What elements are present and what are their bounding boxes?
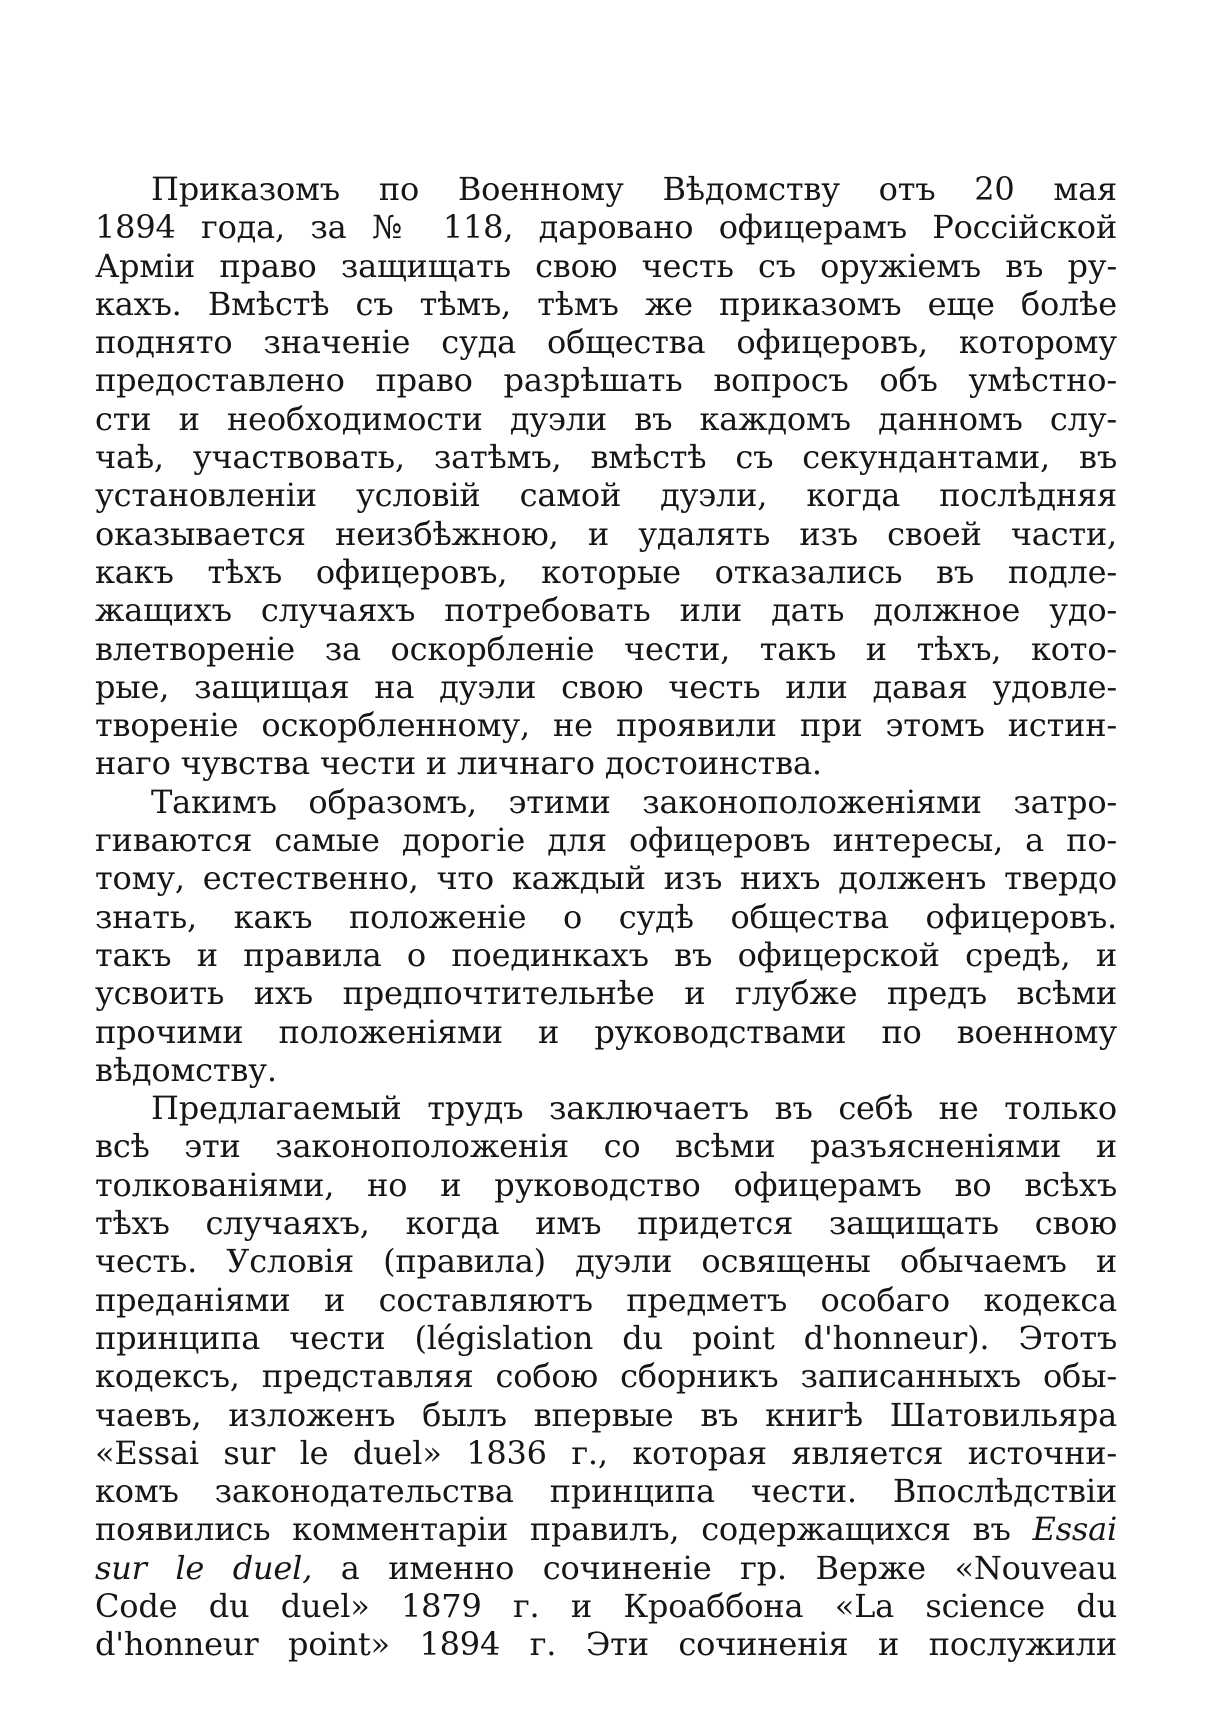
text-line: поднято значеніе суда общества офицеровъ, которому xyxy=(95,323,1117,362)
text-line: жащихъ случаяхъ потребовать или дать должное удо- xyxy=(95,591,1117,630)
paragraph xyxy=(95,783,1117,1089)
text-line: знать, какъ положеніе о судѣ общества офицеровъ. xyxy=(95,897,1117,936)
text-line: всѣ эти законоположенія со всѣми разъясненіями и xyxy=(95,1127,1117,1166)
text-line xyxy=(95,1549,1117,1587)
text-line: преданіями и составляютъ предметъ особаго кодекса xyxy=(95,1280,1117,1319)
text-line: 1894 года, за № 118, даровано офицерамъ Россійской xyxy=(95,208,1117,247)
paragraph xyxy=(95,1089,1117,1663)
italic-text-segment: Essai xyxy=(1032,1510,1117,1549)
text-segment: появились комментаріи правилъ, содержащихся въ xyxy=(95,1510,1033,1549)
text-line: Арміи право защищать свою честь съ оружіемъ въ ру- xyxy=(95,246,1117,285)
text-line: влетвореніе за оскорбленіе чести, такъ и тѣхъ, кото- xyxy=(95,629,1117,668)
text-line: тѣхъ случаяхъ, когда имъ придется защищать свою xyxy=(95,1204,1117,1243)
text-line: d'honneur point» 1894 г. Эти сочиненія и послужили xyxy=(95,1625,1117,1664)
text-line: кодексъ, представляя собою сборникъ записанныхъ обы- xyxy=(95,1357,1117,1396)
text-segment: а именно сочиненіе гр. Верже «Nouveau xyxy=(312,1548,1117,1587)
text-line xyxy=(95,1510,1117,1548)
text-line: такъ и правила о поединкахъ въ офицерской средѣ, и xyxy=(95,935,1117,974)
paragraph xyxy=(95,170,1117,783)
text-line: толкованіями, но и руководство офицерамъ во всѣхъ xyxy=(95,1165,1117,1204)
text-line: гиваются самые дорогіе для офицеровъ интересы, а по- xyxy=(95,821,1117,860)
text-line: сти и необходимости дуэли въ каждомъ данномъ слу- xyxy=(95,399,1117,438)
text-line: Такимъ образомъ, этими законоположеніями затро- xyxy=(151,782,1117,821)
text-line: тому, естественно, что каждый изъ нихъ долженъ твердо xyxy=(95,859,1117,898)
text-line: установленіи условій самой дуэли, когда послѣдняя xyxy=(95,476,1117,515)
text-line: Code du duel» 1879 г. и Кроаббона «La science du xyxy=(95,1586,1117,1625)
book-page xyxy=(95,170,1117,1664)
page-text-block xyxy=(95,170,1117,1664)
text-line: принципа чести (législation du point d'honneur). Этотъ xyxy=(95,1318,1117,1357)
text-line: рые, защищая на дуэли свою честь или давая удовле- xyxy=(95,667,1117,706)
text-line: чаевъ, изложенъ былъ впервые въ книгѣ Шатовильяра xyxy=(95,1395,1117,1434)
text-line: комъ законодательства принципа чести. Впослѣдствіи xyxy=(95,1472,1117,1511)
text-line: «Essai sur le duel» 1836 г., которая является источни- xyxy=(95,1433,1117,1472)
text-line: вѣдомству. xyxy=(95,1050,277,1089)
text-line: предоставлено право разрѣшать вопросъ объ умѣстно- xyxy=(95,361,1117,400)
text-line: оказывается неизбѣжною, и удалять изъ своей части, xyxy=(95,514,1117,553)
text-line: честь. Условія (правила) дуэли освящены обычаемъ и xyxy=(95,1242,1117,1281)
text-line: Предлагаемый трудъ заключаетъ въ себѣ не только xyxy=(151,1089,1117,1128)
text-line: чаѣ, участвовать, затѣмъ, вмѣстѣ съ секундантами, въ xyxy=(95,438,1117,477)
text-line: усвоить ихъ предпочтительнѣе и глубже предъ всѣми xyxy=(95,974,1117,1013)
italic-text-segment: sur le duel, xyxy=(95,1548,313,1587)
text-line: твореніе оскорбленному, не проявили при этомъ истин- xyxy=(95,706,1117,745)
text-line: Приказомъ по Военному Вѣдомству отъ 20 мая xyxy=(151,170,1117,208)
text-line: наго чувства чести и личнаго достоинства. xyxy=(95,744,822,783)
text-line: какъ тѣхъ офицеровъ, которые отказались въ подле- xyxy=(95,552,1117,591)
text-line: прочими положеніями и руководствами по военному xyxy=(95,1012,1117,1051)
text-line: кахъ. Вмѣстѣ съ тѣмъ, тѣмъ же приказомъ еще болѣе xyxy=(95,284,1117,323)
